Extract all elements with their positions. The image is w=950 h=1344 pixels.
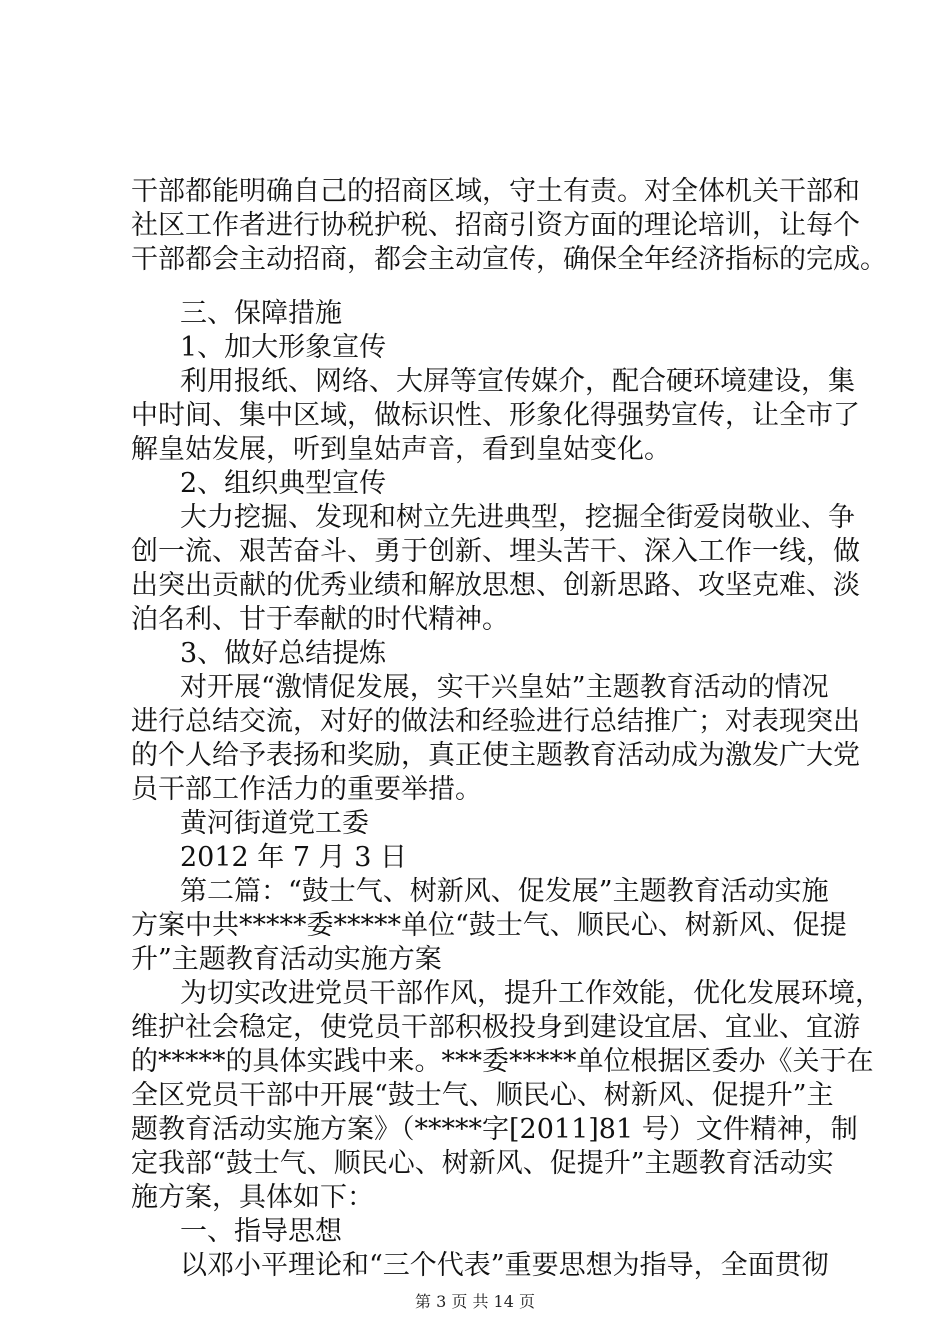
signature-date: 2012 年 7 月 3 日 [180,842,407,873]
text-line: 维护社会稳定，使党员干部积极投身到建设宜居、宜业、宜游 [131,1012,860,1043]
subsection-heading: 3、做好总结提炼 [180,638,387,669]
text-line: 的*****的具体实践中来。***委*****单位根据区委办《关于在 [131,1046,874,1077]
text-line: 大力挖掘、发现和树立先进典型，挖掘全街爱岗敬业、争 [180,502,855,533]
text-line: 的个人给予表扬和奖励，真正使主题教育活动成为激发广大党 [131,740,860,771]
chapter-title: 方案中共*****委*****单位“鼓士气、顺民心、树新风、促提 [131,910,847,941]
text-line: 员干部工作活力的重要举措。 [131,774,482,805]
text-line: 社区工作者进行协税护税、招商引资方面的理论培训，让每个 [131,210,860,241]
section-heading: 三、保障措施 [180,298,342,329]
text-line: 解皇姑发展，听到皇姑声音，看到皇姑变化。 [131,434,671,465]
signature-org: 黄河街道党工委 [180,808,369,839]
page-number-footer: 第 3 页 共 14 页 [415,1292,535,1311]
text-line: 进行总结交流，对好的做法和经验进行总结推广；对表现突出 [131,706,860,737]
text-line: 干部都会主动招商，都会主动宣传，确保全年经济指标的完成。 [131,244,887,275]
chapter-title: 第二篇：“鼓士气、树新风、促发展”主题教育活动实施 [180,876,829,907]
text-line: 为切实改进党员干部作风，提升工作效能，优化发展环境， [180,978,882,1009]
text-line: 题教育活动实施方案》（*****字[2011]81 号）文件精神，制 [131,1114,858,1145]
text-line: 利用报纸、网络、大屏等宣传媒介，配合硬环境建设，集 [180,366,855,397]
text-line: 出突出贡献的优秀业绩和解放思想、创新思路、攻坚克难、淡 [131,570,860,601]
text-line: 泊名利、甘于奉献的时代精神。 [131,604,509,635]
section-heading: 一、指导思想 [180,1216,342,1247]
text-line: 创一流、艰苦奋斗、勇于创新、埋头苦干、深入工作一线，做 [131,536,860,567]
text-line: 以邓小平理论和“三个代表”重要思想为指导，全面贯彻 [180,1250,829,1281]
text-line: 干部都能明确自己的招商区域，守土有责。对全体机关干部和 [131,176,860,207]
text-line: 施方案，具体如下： [131,1182,374,1213]
text-line: 定我部“鼓士气、顺民心、树新风、促提升”主题教育活动实 [131,1148,834,1179]
chapter-title: 升”主题教育活动实施方案 [131,944,442,975]
text-line: 对开展“激情促发展，实干兴皇姑”主题教育活动的情况 [180,672,829,703]
text-line: 全区党员干部中开展“鼓士气、顺民心、树新风、促提升”主 [131,1080,834,1111]
subsection-heading: 2、组织典型宣传 [180,468,387,499]
text-line: 中时间、集中区域，做标识性、形象化得强势宣传，让全市了 [131,400,860,431]
subsection-heading: 1、加大形象宣传 [180,332,387,363]
